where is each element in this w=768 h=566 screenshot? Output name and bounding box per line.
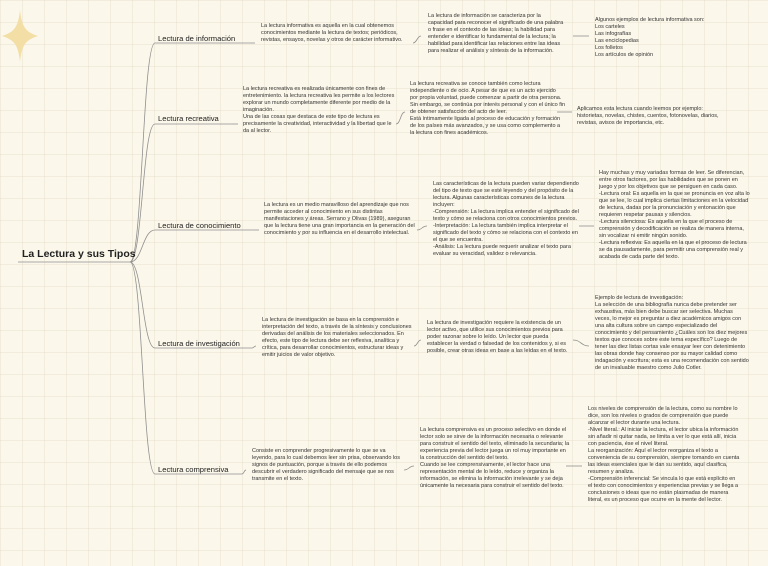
informacion-description: La lectura informativa es aquella en la cual obtenemos conocimientos mediante la lectura de textos; periódicos, revistas, ensayos, novelas y otros de carácter informativo. — [261, 23, 403, 43]
investigacion-requirements: La lectura de investigación requiere la existencia de un lector activo, que utilice sus conocimientos previos para poder razonar sobre lo leído. Un lector que pueda establecer la verdad o falsedad de los contenidos y, si es posible, crear otras ideas en base a las leídas en el texto. — [427, 320, 568, 354]
informacion-characteristics: La lectura de información se caracteriza por la capacidad para reconocer el significado de una palabra o frase en el contexto de las ideas; la habilidad para entender e identificar lo fundamental de la lectura; la habilidad para identificar las relaciones entre las ideas para realizar el análisis y síntesis de la información. — [428, 13, 564, 54]
branch-comprensiva[interactable]: Lectura comprensiva — [158, 465, 229, 474]
l1-to-l2-2 — [417, 226, 427, 230]
conocimiento-description: La lectura es un medio maravilloso del aprendizaje que nos permite acceder al conocimiento en sus distintas manifestaciones y áreas. Serrano y Olivas (1989), aseguran que la lectura tiene una gran importancia en la generación del conocimiento y por su influencia en el desarrollo intelectual. — [264, 202, 415, 236]
l1-to-l2-4 — [404, 466, 414, 470]
conocimiento-characteristics: Las características de la lectura pueden variar dependiendo del tipo de texto que se esté leyendo y del propósito de la lectura. Algunas características comunes de la lectura incluyen: -Comprensión: La lectura implica entender el significado del texto y cómo se relaciona con otros conocimientos previos. -Interpretación: La lectura también implica interpretar el significado del texto y cómo se relaciona con el contexto en el que se encuentra. -Análisis: La lectura puede requerir analizar el texto para evaluar su veracidad, validez o relevancia. — [433, 181, 579, 257]
root-to-branch-0 — [130, 43, 155, 262]
recreativa-examples: Aplicamos esta lectura cuando leemos por ejemplo: historietas, novelas, chistes, cuentos, fotonovelas, diarios, revistas, avisos de importancia, etc. — [577, 106, 719, 126]
recreativa-description: La lectura recreativa es realizada únicamente con fines de entretenimiento. la lectura recreativa les permite a los lectores explorar un mundo completamente diferente por medio de la imaginación. Una de las cosas que destaca de este tipo de lectura es precisamente la creatividad, interactividad y la libertad que le da al lector. — [243, 86, 395, 134]
branch-to-l1-3 — [252, 346, 256, 348]
l2-to-l3-3 — [573, 340, 589, 346]
l1-to-l2-1 — [396, 112, 405, 124]
recreativa-details: La lectura recreativa se conoce también como lectura independiente o de ocio. A pesar de que es un acto ejercido por propia voluntad, puede comenzar a partir de otra persona. Sin embargo, se continúa por interés personal y con el único fin de obtener satisfacción del acto de leer. Está íntimamente ligada al proceso de educación y formación de los países más avanzados, y se usa como complemento a la lectura con fines académicos. — [410, 81, 566, 136]
branch-informacion[interactable]: Lectura de información — [158, 34, 236, 43]
l1-to-l2-0 — [413, 36, 421, 43]
branch-investigacion[interactable]: Lectura de investigación — [158, 339, 240, 348]
investigacion-example: Ejemplo de lectura de investigación: La selección de una bibliografía nunca debe pretender ser exhaustiva, más bien debe buscar ser selectiva. Muchas veces, lo mejor es preguntar a diez académicos amigos con una alta cultura sobre un campo especializado del conocimiento y del pensamiento ¿Cuáles son los diez mejores textos que conoces sobre este tema específico? Luego de tener las diez listas cortas vale ensayar leer con detenimiento las obras donde hay consenso por su mayor calidad como indagación y escritura; esta es una recomendación con sentido de un invaluable maestro como Julio Cotler. — [595, 295, 749, 371]
branch-to-l1-4 — [242, 470, 246, 474]
root-to-branch-4 — [130, 262, 155, 474]
informacion-examples: Algunos ejemplos de lectura informativa son: Los carteles Las infografías Las enciclopedias Los folletos Los artículos de opinión — [595, 17, 705, 58]
branch-recreativa[interactable]: Lectura recreativa — [158, 114, 219, 123]
sparkle-icon — [0, 8, 40, 64]
root-to-branch-3 — [130, 262, 155, 348]
conocimiento-forms: Hay muchas y muy variadas formas de leer. Se diferencian, entre otros factores, por las habilidades que se ponen en juego y por los objetivos que se persiguen en cada caso. -Lectura oral: Es aquella en la que se pronuncia en voz alta lo que se lee, lo cual implica ciertas limitaciones en la velocidad de lectura, dadas por la pronunciación y entonación que requieren respetar pausas y silencios. -Lectura silenciosa: Es aquella en la que el proceso de comprensión y decodificación se realiza de manera interna, sin vocalizar ni emitir ningún sonido. -Lectura reflexiva: Es aquella en la que el proceso de lectura se da pausadamente, para permitir una comprensión real y acabada de cada parte del texto. — [599, 170, 750, 260]
l1-to-l2-3 — [414, 340, 421, 346]
branch-conocimiento[interactable]: Lectura de conocimiento — [158, 221, 241, 230]
comprensiva-process: La lectura comprensiva es un proceso selectivo en donde el lector solo se sirve de la información necesaria o relevante para construir el sentido del texto, eliminado la secundaria; la experiencia previa del lector juega un rol muy importante en la construcción del sentido del texto. Cuando se lee comprensivamente, el lector hace una representación mental de lo leído, reduce y organiza la información, se elimina la información irrelevante y se deja únicamente la necesaria para construir el sentido del texto. — [420, 427, 570, 489]
root-topic[interactable]: La Lectura y sus Tipos — [22, 248, 136, 260]
root-to-branch-1 — [130, 124, 155, 262]
comprensiva-levels: Los niveles de comprensión de la lectura, como su nombre lo dice, son los niveles o grados de comprensión que puede alcanzar el lector durante una lectura. -Nivel literal.: Al iniciar la lectura, el lector ubica la información sin añadir ni quitar nada, se limita a ver lo que está allí, inicia con paciencia, ése el nivel literal. La reorganización: Aquí el lector reorganiza el texto a conveniencia de su comprensión, siempre tomando en cuenta las ideas esenciales que le dan su sentido, aquí clasifica, resumen y analiza. -Comprensión inferencial: Se vincula lo que está explícito en el texto con conocimientos y experiencias previas y se llega a conclusiones o ideas que no están plasmadas de manera literal, es un proceso que ocurre en la mente del lector. — [588, 406, 740, 503]
comprensiva-description: Consiste en comprender progresivamente lo que se va leyendo, para lo cual debemos leer sin prisa, observando los signos de puntuación, porque a través de ello podemos descubrir el verdadero significado del mensaje que se nos transmite en el texto. — [252, 448, 400, 482]
investigacion-description: La lectura de investigación se basa en la comprensión e interpretación del texto, a través de la síntesis y conclusiones derivadas del análisis de los materiales seleccionados. En efecto, este tipo de lectura debe ser reflexiva, analítica y crítica, para desarrollar conocimientos, estructurar ideas y emitir juicios de valor objetivo. — [262, 317, 412, 358]
